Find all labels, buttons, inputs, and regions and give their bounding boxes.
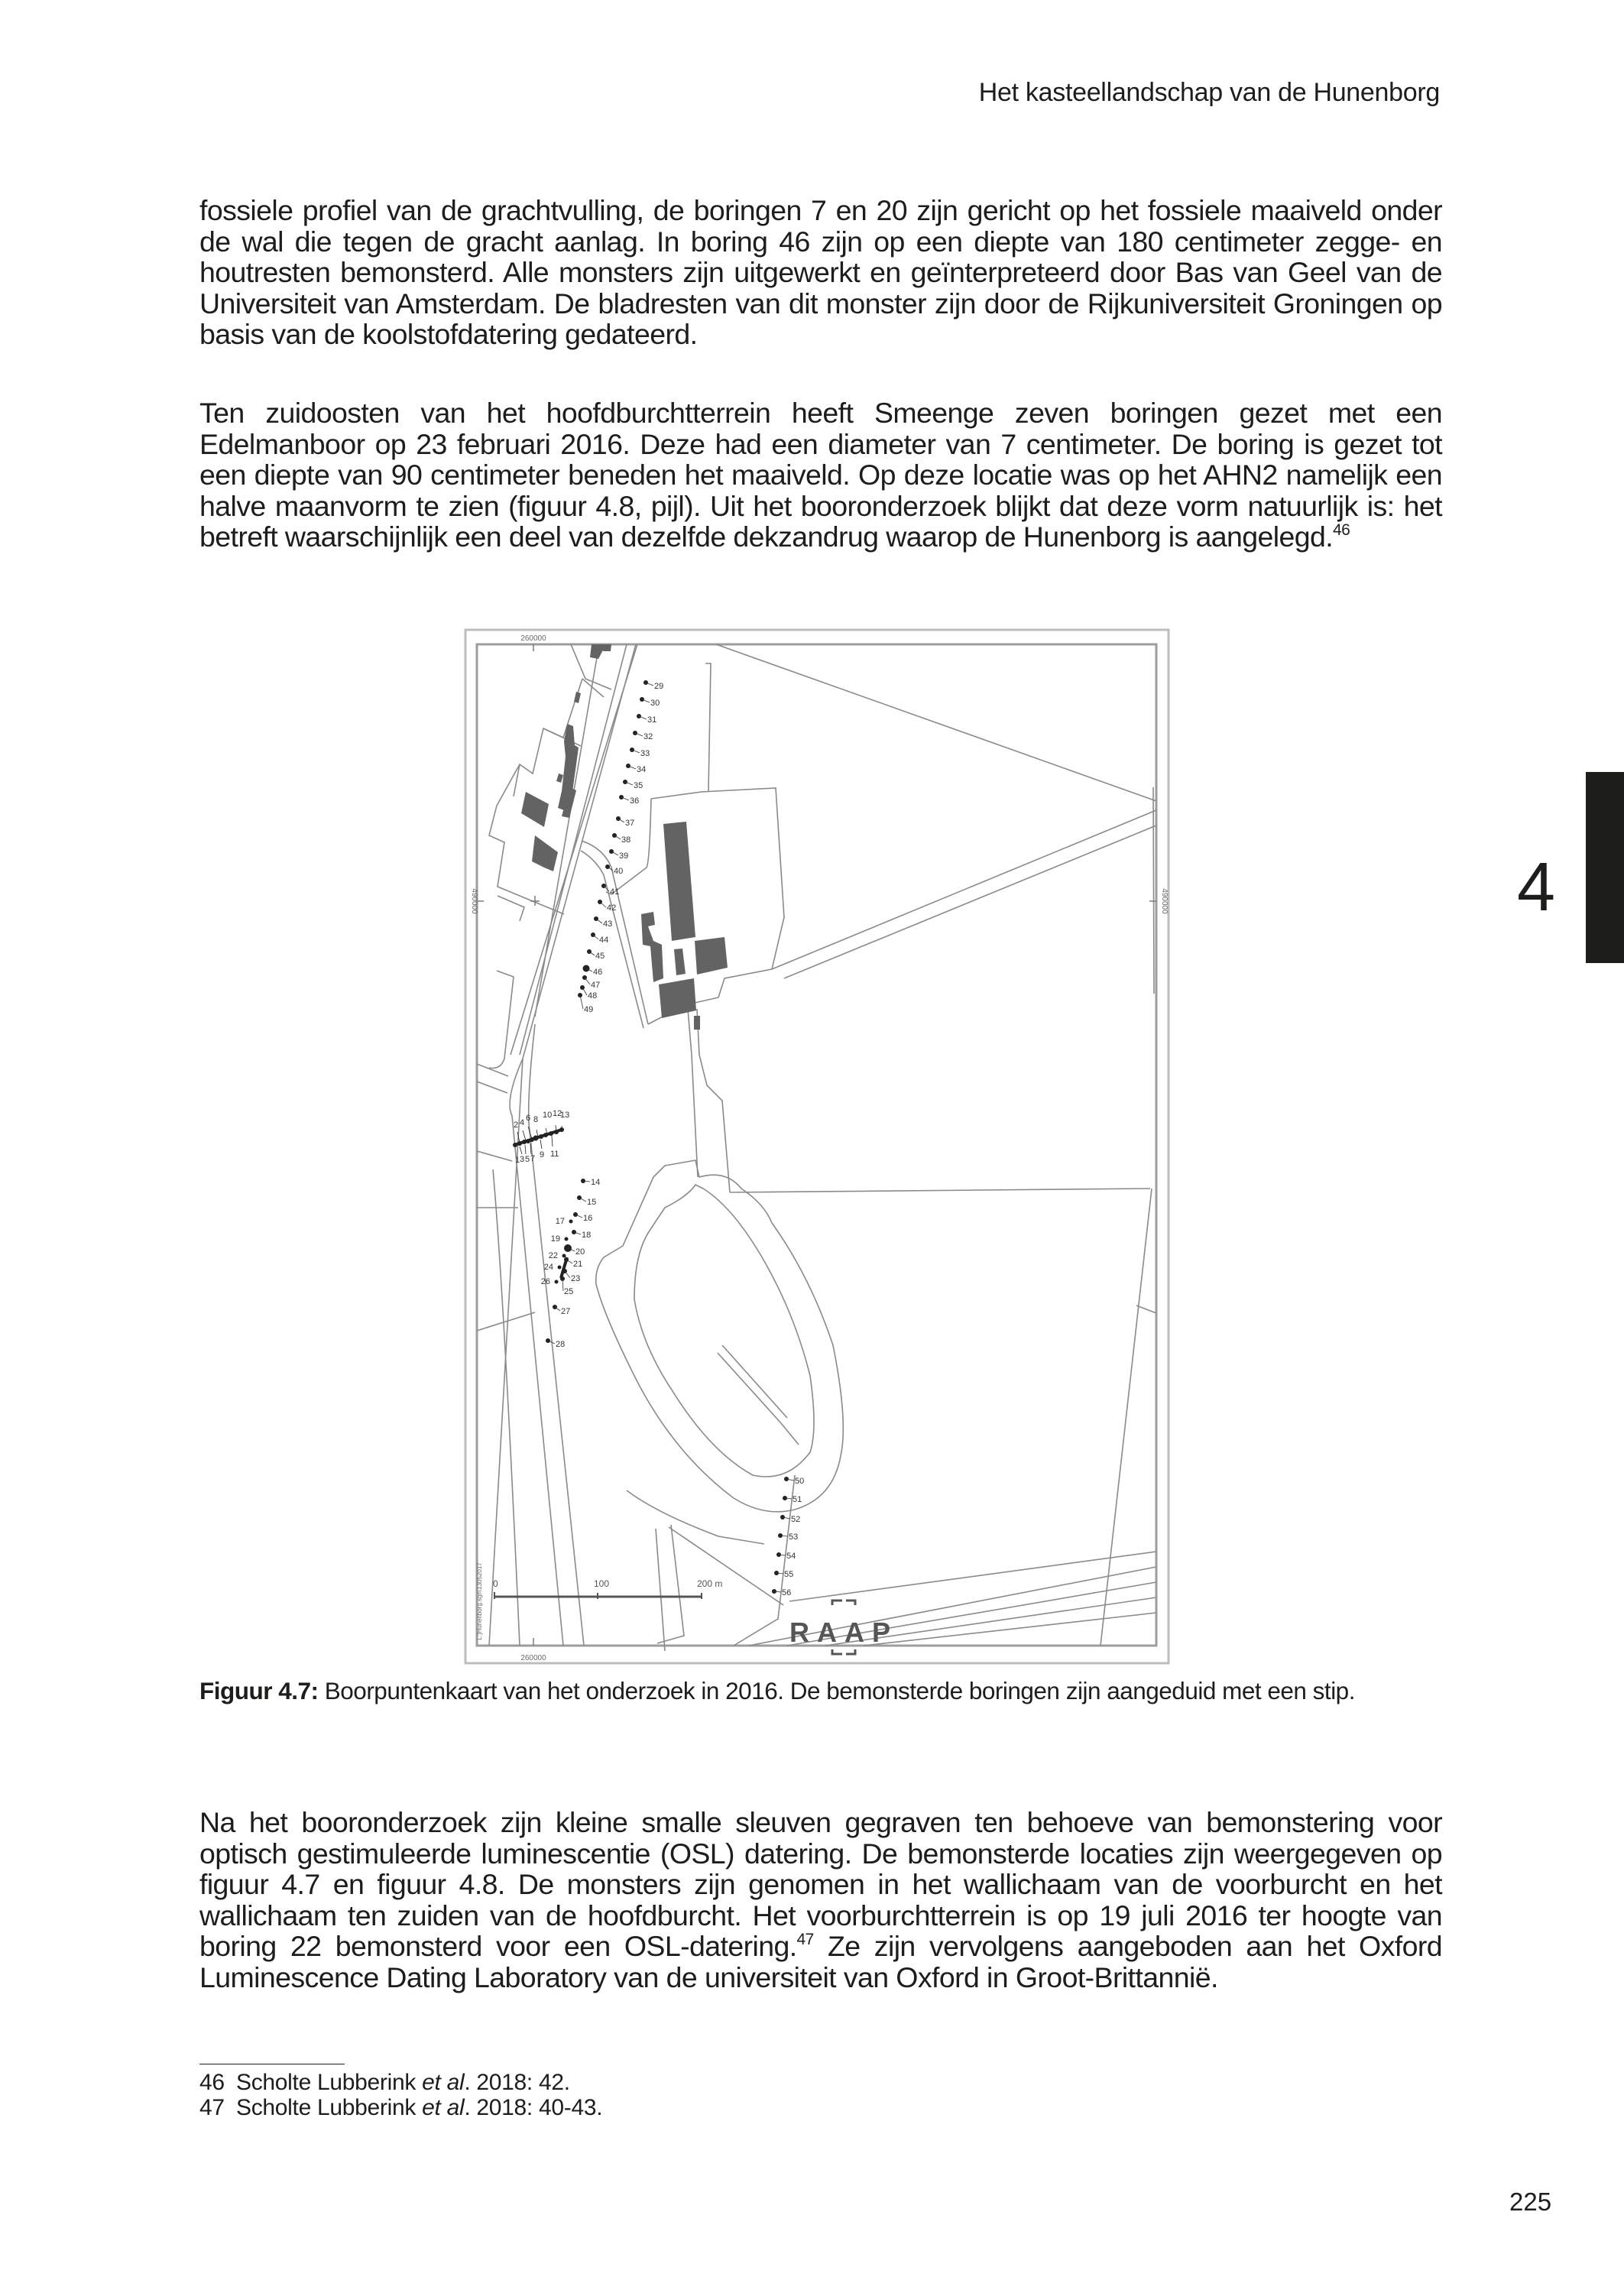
boring-label-47: 47 — [591, 981, 601, 990]
boring-label-14: 14 — [591, 1178, 601, 1187]
boring-label-35: 35 — [634, 781, 643, 790]
boring-label-36: 36 — [630, 796, 640, 806]
boring-label-19: 19 — [550, 1234, 560, 1244]
boring-label-39: 39 — [619, 851, 629, 861]
footnote-number: 46 — [199, 2070, 225, 2095]
caption-label: Figuur 4.7: — [199, 1677, 319, 1704]
boring-label-25: 25 — [564, 1287, 574, 1296]
boring-label-53: 53 — [789, 1532, 799, 1542]
boring-label-30: 30 — [650, 699, 660, 708]
body-paragraph-1: fossiele profiel van de grachtvulling, de boringen 7 en 20 zijn gericht op het fossiele maaiveld onder de wal die tegen de gracht aanlag. In boring 46 zijn op een diepte van 180 centimeter zegge- en houtresten bemonsterd. Alle monsters zijn uitgewerkt en geïnterpreteerd door Bas van Geel van de Universiteit van Amsterdam. De bladresten van dit monster zijn door de Rijkuniversiteit Groningen op basis van de koolstofdatering gedateerd. — [199, 194, 1442, 350]
boring-label-27: 27 — [561, 1307, 571, 1316]
footnote-47 — [199, 2095, 602, 2120]
boring-label-38: 38 — [621, 835, 631, 845]
boring-label-13: 13 — [560, 1111, 570, 1120]
boring-label-32: 32 — [643, 732, 653, 741]
boring-label-8: 8 — [533, 1115, 539, 1124]
footnote-number: 47 — [199, 2095, 225, 2120]
footnote-46 — [199, 2070, 602, 2095]
boring-label-44: 44 — [599, 936, 609, 945]
paragraph-2-text: Ten zuidoosten van het hoofdburchtterrein heeft Smeenge zeven boringen gezet met een Edelmanboor op 23 februari 2016. Deze had een diameter van 7 centimeter. De boring is gezet tot een diepte van 90 centimeter beneden het maaiveld. Op deze locatie was op het AHN2 namelijk een halve maanvorm te zien (figuur 4.8, pijl). Uit het booronderzoek blijkt dat deze vorm natuurlijk is: het betreft waarschijnlijk een deel van dezelfde dekzandrug waarop de Hunenborg is aangelegd. — [199, 397, 1442, 553]
boring-label-18: 18 — [582, 1231, 592, 1240]
boring-label-54: 54 — [786, 1552, 796, 1561]
boring-label-37: 37 — [625, 819, 635, 828]
boring-label-34: 34 — [637, 765, 647, 774]
boring-label-2: 2 — [514, 1121, 519, 1130]
caption-text: Boorpuntenkaart van het onderzoek in 2016. De bemonsterde boringen zijn aangeduid met een stip. — [318, 1677, 1355, 1704]
footnote-ref-47[interactable]: 47 — [796, 1931, 814, 1948]
coord-label-left: 490000 — [470, 888, 478, 914]
boring-label-4: 4 — [520, 1118, 525, 1127]
footnote-text: Scholte Lubberink et al. 2018: 42. — [236, 2070, 570, 2095]
boring-label-31: 31 — [647, 715, 657, 725]
running-head-title: Het kasteellandschap van de Hunenborg — [978, 78, 1440, 107]
boring-label-5: 5 — [525, 1155, 530, 1164]
boring-label-51: 51 — [793, 1495, 802, 1504]
inner-frame — [477, 644, 1156, 1646]
boring-label-9: 9 — [540, 1150, 545, 1159]
paragraph-3-text-a: Na het booronderzoek zijn kleine smalle sleuven gegraven ten behoeve van bemonstering voor optisch gestimuleerde luminescentie (OSL) datering. De bemonsterde locaties zijn weergegeven op figuur 4.7 en figuur 4.8. De monsters zijn genomen in het wallichaam van de voorburcht en het wallichaam ten zuiden van de hoofdburcht. Het voorburchtterrein is op 19 juli 2016 ter hoogte van boring 22 bemonsterd voor een OSL-datering. — [199, 1806, 1442, 1962]
boring-label-52: 52 — [791, 1515, 801, 1524]
chapter-thumb-tab — [1586, 772, 1624, 963]
boring-label-43: 43 — [603, 919, 613, 929]
scale-label-0: 0 — [493, 1578, 498, 1589]
body-paragraph-2 — [199, 397, 1442, 553]
boring-label-40: 40 — [614, 867, 624, 876]
coord-label-right: 490000 — [1160, 888, 1169, 914]
footnote-text: Scholte Lubberink et al. 2018: 40-43. — [236, 2095, 603, 2120]
figure-4-7-map — [464, 628, 1176, 1672]
boring-label-1: 1 — [515, 1156, 520, 1165]
boring-label-17: 17 — [555, 1217, 565, 1226]
footnotes — [199, 2070, 602, 2120]
boring-label-48: 48 — [588, 991, 598, 1001]
boring-label-33: 33 — [640, 749, 650, 758]
boring-label-23: 23 — [571, 1274, 581, 1283]
boring-label-20: 20 — [575, 1247, 585, 1257]
boring-label-16: 16 — [583, 1214, 593, 1223]
boring-label-12: 12 — [553, 1109, 562, 1118]
body-paragraph-3 — [199, 1807, 1442, 1993]
boring-label-26: 26 — [540, 1277, 550, 1286]
boring-label-28: 28 — [556, 1340, 566, 1349]
boring-label-42: 42 — [607, 903, 617, 913]
boring-label-45: 45 — [595, 952, 605, 961]
boring-label-49: 49 — [584, 1005, 594, 1014]
boring-label-46: 46 — [593, 968, 603, 977]
boring-label-22: 22 — [548, 1251, 558, 1260]
boring-label-55: 55 — [784, 1570, 794, 1579]
figure-caption — [199, 1676, 1442, 1705]
boring-label-24: 24 — [543, 1263, 553, 1272]
page-number: 225 — [1509, 2188, 1552, 2216]
svg-text:RAAP: RAAP — [789, 1617, 899, 1648]
coord-label-top: 260000 — [520, 634, 546, 643]
boring-label-11: 11 — [550, 1150, 559, 1159]
boring-label-6: 6 — [526, 1114, 531, 1123]
boring-map — [464, 628, 1176, 1672]
boring-label-15: 15 — [587, 1198, 597, 1207]
map-file-label: L:]Hunenborg.sgn\13052017 — [476, 1562, 483, 1640]
scale-label-200m: 200 m — [697, 1578, 723, 1589]
footnote-ref-46[interactable]: 46 — [1333, 521, 1350, 539]
boring-label-3: 3 — [520, 1155, 525, 1164]
boring-label-7: 7 — [530, 1154, 536, 1163]
coord-label-bottom: 260000 — [520, 1654, 546, 1662]
boring-label-50: 50 — [795, 1477, 805, 1486]
boring-label-29: 29 — [654, 682, 664, 691]
boring-label-10: 10 — [543, 1111, 553, 1120]
chapter-number: 4 — [1517, 849, 1556, 926]
boring-label-41: 41 — [610, 887, 620, 897]
paragraph-3-text-b: Ze zijn vervolgens aangeboden aan het Oxford Luminescence Dating Laboratory van de universiteit van Oxford in Groot-Brittannië. — [199, 1930, 1442, 1993]
boring-label-21: 21 — [573, 1260, 583, 1269]
scale-label-100: 100 — [594, 1578, 610, 1589]
boring-label-56: 56 — [782, 1588, 792, 1597]
